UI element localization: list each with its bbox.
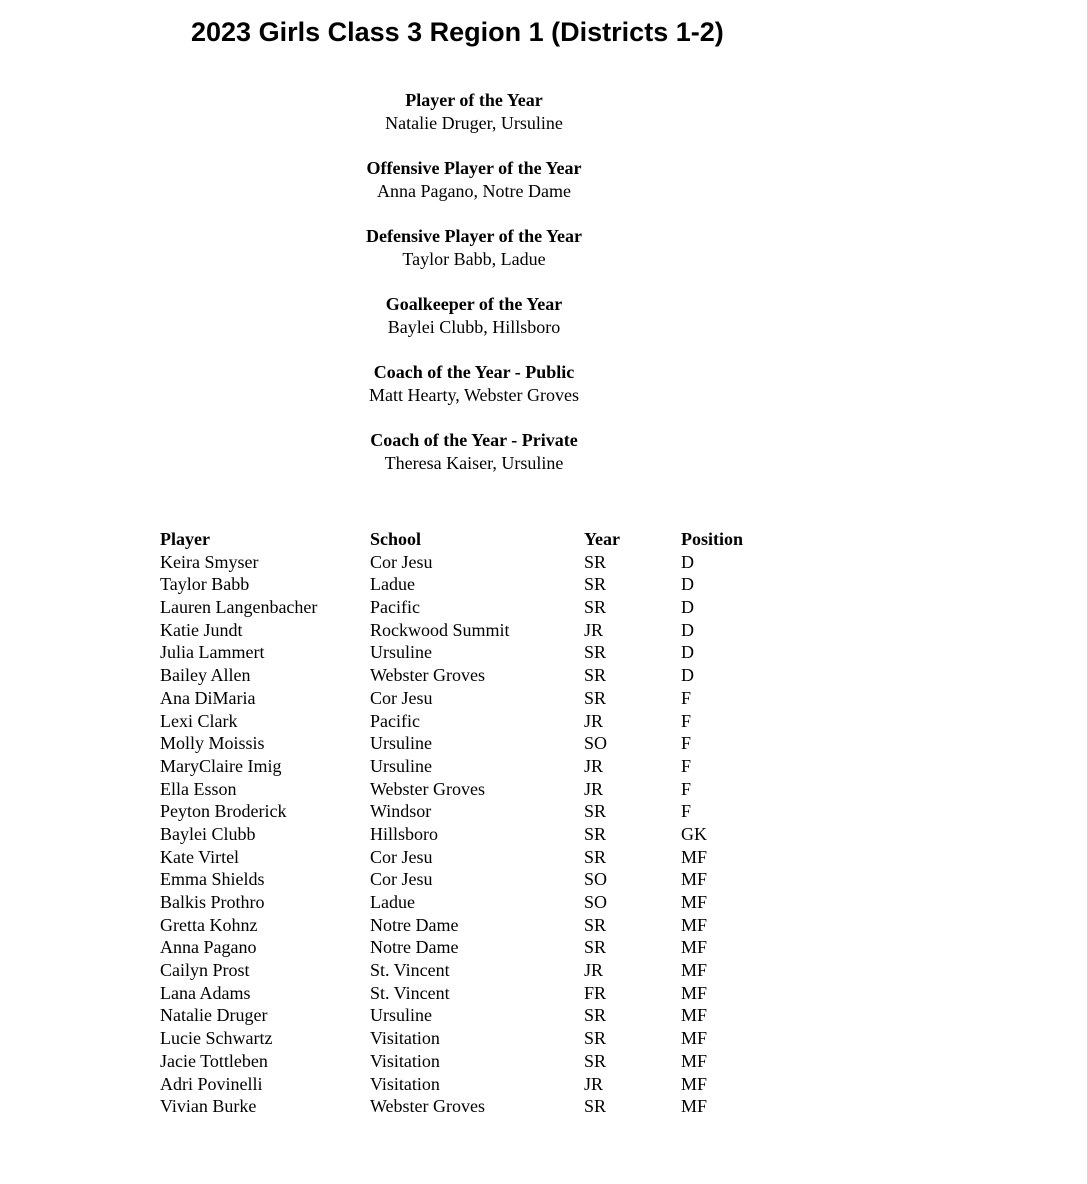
- roster-table: [160, 528, 781, 1118]
- cell-position: F: [681, 687, 692, 708]
- cell-year: SR: [584, 937, 607, 958]
- cell-position: F: [681, 801, 692, 822]
- table-row: [160, 868, 781, 891]
- cell-player: Balkis Prothro: [160, 892, 265, 912]
- cell-player: MaryClaire Imig: [160, 755, 282, 776]
- table-row: [160, 959, 781, 982]
- cell-school: Notre Dame: [370, 937, 459, 958]
- cell-position: MF: [681, 1050, 708, 1071]
- cell-year: SR: [584, 846, 607, 867]
- table-row: [160, 982, 781, 1005]
- award-block: [324, 157, 624, 225]
- award-block: [324, 225, 624, 293]
- cell-school: Ladue: [370, 574, 415, 595]
- cell-player: Emma Shields: [160, 869, 265, 890]
- page-title: 2023 Girls Class 3 Region 1 (Districts 1-2): [191, 17, 724, 47]
- cell-position: MF: [681, 960, 708, 981]
- cell-position: MF: [681, 1073, 708, 1094]
- award-block: [324, 89, 624, 157]
- cell-year: SR: [584, 574, 607, 595]
- award-title: Player of the Year: [405, 90, 543, 110]
- table-row: [160, 846, 781, 869]
- cell-school: Webster Groves: [370, 778, 486, 799]
- cell-school: Visitation: [370, 1050, 440, 1071]
- cell-player: Ana DiMaria: [160, 687, 256, 708]
- cell-position: MF: [681, 937, 708, 958]
- cell-position: D: [681, 551, 694, 572]
- awards-section: [324, 89, 624, 497]
- roster-body: [160, 551, 781, 1118]
- cell-school: Webster Groves: [370, 665, 486, 686]
- cell-year: SR: [584, 1005, 607, 1026]
- award-winner: Anna Pagano, Notre Dame: [377, 181, 571, 201]
- cell-player: Molly Moissis: [160, 733, 265, 754]
- cell-position: MF: [681, 982, 708, 1003]
- cell-player: Kate Virtel: [160, 846, 240, 867]
- header-year: Year: [584, 529, 620, 549]
- cell-year: SO: [584, 892, 608, 912]
- cell-player: Katie Jundt: [160, 619, 243, 640]
- award-title: Defensive Player of the Year: [366, 226, 582, 246]
- award-block: [324, 293, 624, 361]
- table-row: [160, 1073, 781, 1096]
- table-row: [160, 755, 781, 778]
- cell-position: D: [681, 597, 694, 618]
- cell-school: Ursuline: [370, 1005, 432, 1026]
- cell-year: SR: [584, 823, 607, 844]
- cell-player: Taylor Babb: [160, 574, 250, 595]
- cell-school: Cor Jesu: [370, 846, 433, 867]
- cell-position: F: [681, 710, 692, 731]
- table-row: [160, 1050, 781, 1073]
- award-block: [324, 361, 624, 429]
- table-row: [160, 1027, 781, 1050]
- cell-player: Natalie Druger: [160, 1005, 268, 1026]
- cell-player: Lana Adams: [160, 982, 251, 1003]
- award-block: [324, 429, 624, 497]
- table-row: [160, 687, 781, 710]
- award-title: Coach of the Year - Public: [373, 362, 575, 382]
- table-row: [160, 1095, 781, 1118]
- table-row: [160, 823, 781, 846]
- cell-year: SR: [584, 1050, 607, 1071]
- table-row: [160, 573, 781, 596]
- cell-school: Ursuline: [370, 733, 432, 754]
- cell-position: MF: [681, 1096, 708, 1117]
- cell-year: JR: [584, 1073, 604, 1094]
- roster-header-row: [160, 528, 781, 551]
- cell-player: Adri Povinelli: [160, 1073, 263, 1094]
- cell-position: D: [681, 665, 694, 686]
- cell-year: SR: [584, 687, 607, 708]
- cell-year: JR: [584, 778, 604, 799]
- table-row: [160, 619, 781, 642]
- cell-school: Cor Jesu: [370, 869, 433, 890]
- cell-school: Cor Jesu: [370, 687, 433, 708]
- award-winner: Theresa Kaiser, Ursuline: [384, 453, 564, 473]
- cell-position: D: [681, 619, 694, 640]
- cell-position: MF: [681, 869, 708, 890]
- table-row: [160, 914, 781, 937]
- cell-player: Gretta Kohnz: [160, 914, 258, 935]
- cell-player: Lucie Schwartz: [160, 1028, 273, 1049]
- cell-position: MF: [681, 846, 708, 867]
- cell-player: Jacie Tottleben: [160, 1050, 268, 1071]
- header-school: School: [370, 529, 422, 549]
- cell-year: FR: [584, 982, 607, 1003]
- cell-year: SR: [584, 551, 607, 572]
- cell-year: JR: [584, 960, 604, 981]
- cell-school: Ursuline: [370, 642, 432, 663]
- table-row: [160, 891, 781, 914]
- cell-year: JR: [584, 755, 604, 776]
- cell-position: F: [681, 755, 692, 776]
- cell-player: Keira Smyser: [160, 551, 259, 572]
- cell-school: Hillsboro: [370, 823, 439, 844]
- cell-year: SO: [584, 869, 608, 890]
- cell-position: F: [681, 733, 692, 754]
- cell-year: JR: [584, 619, 604, 640]
- table-row: [160, 778, 781, 801]
- header-position: Position: [681, 529, 744, 549]
- table-row: [160, 664, 781, 687]
- cell-position: MF: [681, 892, 708, 912]
- cell-year: JR: [584, 710, 604, 731]
- table-row: [160, 710, 781, 733]
- cell-player: Bailey Allen: [160, 665, 251, 686]
- table-row: [160, 936, 781, 959]
- cell-player: Cailyn Prost: [160, 960, 250, 981]
- cell-school: Pacific: [370, 710, 420, 731]
- award-winner: Natalie Druger, Ursuline: [385, 113, 563, 133]
- cell-player: Ella Esson: [160, 778, 237, 799]
- cell-school: St. Vincent: [370, 982, 450, 1003]
- cell-position: GK: [681, 823, 707, 844]
- cell-position: D: [681, 574, 694, 595]
- award-winner: Taylor Babb, Ladue: [402, 249, 546, 269]
- cell-position: MF: [681, 1005, 708, 1026]
- cell-year: SR: [584, 1028, 607, 1049]
- table-row: [160, 732, 781, 755]
- cell-year: SR: [584, 801, 607, 822]
- table-row: [160, 551, 781, 574]
- cell-player: Anna Pagano: [160, 937, 257, 958]
- table-row: [160, 596, 781, 619]
- cell-school: Windsor: [370, 801, 432, 822]
- cell-school: St. Vincent: [370, 960, 450, 981]
- cell-school: Pacific: [370, 597, 420, 618]
- cell-player: Baylei Clubb: [160, 823, 256, 844]
- cell-position: F: [681, 778, 692, 799]
- award-title: Coach of the Year - Private: [370, 430, 578, 450]
- cell-player: Lexi Clark: [160, 710, 238, 731]
- award-winner: Baylei Clubb, Hillsboro: [387, 317, 561, 337]
- cell-year: SR: [584, 1096, 607, 1117]
- cell-year: SO: [584, 733, 608, 754]
- cell-player: Lauren Langenbacher: [160, 597, 318, 618]
- award-title: Offensive Player of the Year: [366, 158, 582, 178]
- cell-school: Webster Groves: [370, 1096, 486, 1117]
- cell-school: Notre Dame: [370, 914, 459, 935]
- cell-year: SR: [584, 665, 607, 686]
- cell-player: Peyton Broderick: [160, 801, 287, 822]
- cell-year: SR: [584, 914, 607, 935]
- cell-school: Cor Jesu: [370, 551, 433, 572]
- cell-player: Vivian Burke: [160, 1096, 257, 1117]
- table-row: [160, 800, 781, 823]
- cell-year: SR: [584, 642, 607, 663]
- table-row: [160, 1004, 781, 1027]
- cell-school: Visitation: [370, 1028, 440, 1049]
- cell-year: SR: [584, 597, 607, 618]
- award-winner: Matt Hearty, Webster Groves: [369, 385, 579, 405]
- cell-player: Julia Lammert: [160, 642, 265, 663]
- header-player: Player: [160, 529, 210, 549]
- table-row: [160, 641, 781, 664]
- cell-school: Rockwood Summit: [370, 619, 510, 640]
- cell-position: D: [681, 642, 694, 663]
- award-title: Goalkeeper of the Year: [385, 294, 563, 314]
- cell-school: Ursuline: [370, 755, 432, 776]
- cell-position: MF: [681, 1028, 708, 1049]
- cell-school: Visitation: [370, 1073, 440, 1094]
- cell-school: Ladue: [370, 892, 415, 912]
- cell-position: MF: [681, 914, 708, 935]
